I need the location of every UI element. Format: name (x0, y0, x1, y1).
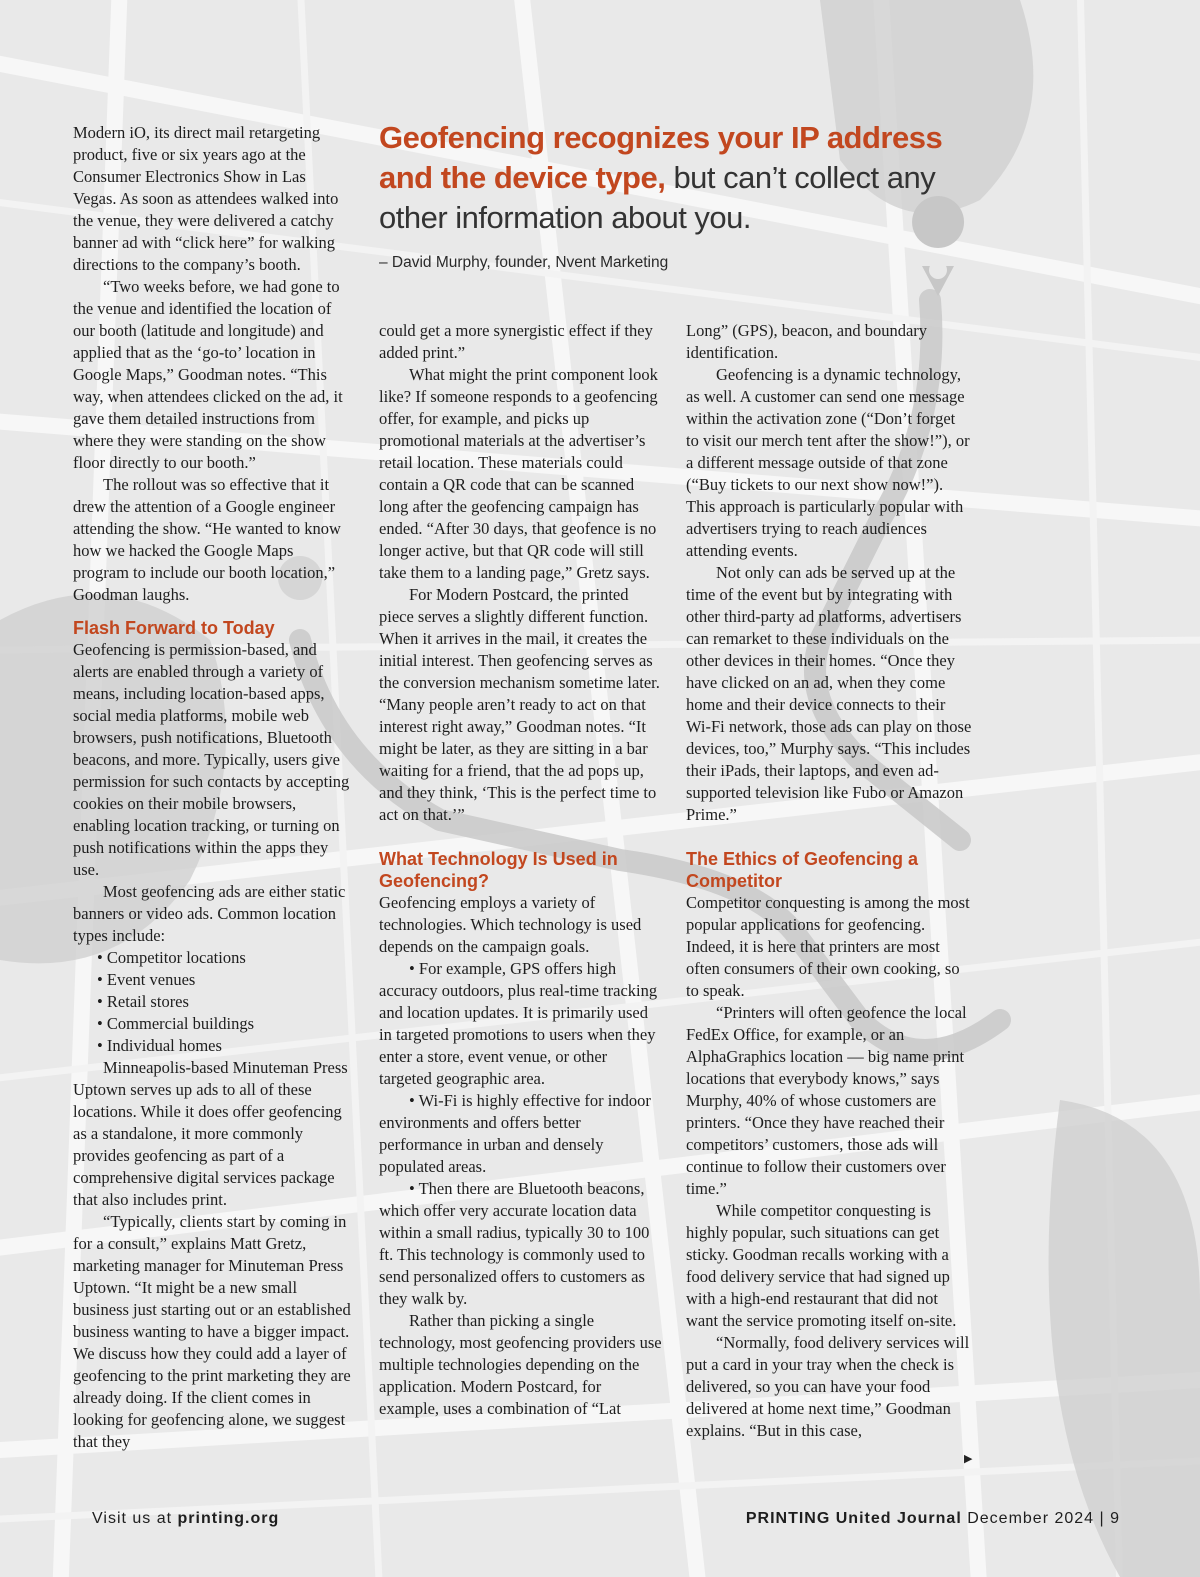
footer-folio (746, 1510, 1120, 1528)
article-column-1 (73, 122, 353, 1453)
paragraph: “Printers will often geofence the local FedEx Office, for example, or an AlphaGraphics location — big name print locations that everybody knows,” says Murphy, 40% of whose customers are printers. “Once they have reached their competitors’ customers, those ads will continue to follow their customers over time.” (686, 1003, 967, 1198)
paragraph: Rather than picking a single technology, most geofencing providers use multiple technologies depending on the application. Modern Postcard, for example, uses a combination of “Lat (379, 1311, 662, 1418)
paragraph: Modern iO, its direct mail retargeting product, five or six years ago at the Consumer Electronics Show in Las Vegas. As soon as attendees walked into the venue, they were delivered a catchy banner ad with “click here” for walking directions to the company’s booth. (73, 123, 339, 274)
footer-site-link[interactable]: printing.org (177, 1510, 280, 1527)
section-heading-ethics: The Ethics of Geofencing a Competitor (686, 849, 919, 891)
pull-quote-highlight: Geofencing recognizes your IP address and the device type, (379, 120, 943, 195)
paragraph: While competitor conquesting is highly popular, such situations can get sticky. Goodman recalls working with a food delivery service that had signed up with a high-end restaurant that did not want the service promoting itself on-site. (686, 1201, 957, 1330)
footer-issue-page: December 2024 | 9 (961, 1510, 1120, 1527)
paragraph: What might the print component look like? If someone responds to a geofencing offer, for example, and picks up promotional materials at the advertiser’s retail location. These materials could contain a QR code that can be scanned long after the geofencing campaign has ended. “After 30 days, that geofence is no longer active, but that QR code will still take them to a landing page,” Gretz says. (379, 365, 658, 582)
footer-website (92, 1510, 279, 1528)
pull-quote-rest: but can’t collect any other information about you. (379, 160, 936, 235)
footer-visit-label: Visit us at (92, 1510, 178, 1527)
list-item: • Competitor locations (97, 947, 353, 969)
list-item: • Commercial buildings (97, 1013, 353, 1035)
article-column-3 (686, 320, 972, 1442)
paragraph: The rollout was so effective that it drew the attention of a Google engineer attending the show. “He wanted to know how we hacked the Google Maps program to include our booth location,” Goodman laughs. (73, 475, 341, 604)
continued-arrow-icon: ▶ (964, 1453, 973, 1465)
paragraph: Geofencing is a dynamic technology, as well. A customer can send one message within the activation zone (“Don’t forget to visit our merch tent after the show!”), or a different message outside of that zone (“Buy tickets to our next show now!”). This approach is particularly popular with advertisers trying to reach audiences attending events. (686, 365, 970, 560)
paragraph: Not only can ads be served up at the time of the event but by integrating with other third-party ad platforms, advertisers can remarket to these individuals on the other devices in their homes. “Once they have clicked on an ad, when they come home and their device connects to their Wi-Fi network, those ads can play on those devices, too,” Murphy says. “This includes their iPads, their laptops, and even ad-supported television like Fubo or Amazon Prime.” (686, 563, 972, 824)
paragraph: Most geofencing ads are either static banners or video ads. Common location types include: (73, 882, 346, 945)
paragraph: “Normally, food delivery services will put a card in your tray when the check is delivered, so you can have your food delivered at home next time,” Goodman explains. “But in this case, (686, 1333, 970, 1440)
paragraph: could get a more synergistic effect if they added print.” (379, 321, 653, 362)
paragraph: For Modern Postcard, the printed piece serves a slightly different function. When it arrives in the mail, it creates the initial interest. Then geofencing serves as the conversion mechanism sometime later. “Many people aren’t ready to act on that interest right away,” Goodman notes. “It might be later, as they are sitting in a bar waiting for a friend, that the ad pops up, and they think, ‘This is the perfect time to act on that.’” (379, 585, 660, 824)
list-item: • Individual homes (97, 1035, 353, 1057)
location-types-list (73, 947, 353, 1057)
pull-quote (379, 118, 979, 238)
section-heading-flash-forward: Flash Forward to Today (73, 618, 275, 638)
list-item: • Event venues (97, 969, 353, 991)
pull-quote-attribution: – David Murphy, founder, Nvent Marketing (379, 254, 669, 271)
paragraph: “Two weeks before, we had gone to the venue and identified the location of our booth (latitude and longitude) and applied that as the ‘go-to’ location in Google Maps,” Goodman notes. “This way, when attendees clicked on the ad, it gave them detailed instructions from where they were standing on the show floor directly to our booth.” (73, 277, 343, 472)
paragraph: Geofencing is permission-based, and alerts are enabled through a variety of means, including location-based apps, social media platforms, mobile web browsers, push notifications, Bluetooth beacons, and more. Typically, users give permission for such contacts by accepting cookies on their mobile browsers, enabling location tracking, or turning on push notifications within the apps they use. (73, 640, 350, 879)
paragraph: • Then there are Bluetooth beacons, which offer very accurate location data within a small radius, typically 30 to 100 ft. This technology is commonly used to send personalized offers to customers as they walk by. (379, 1179, 650, 1308)
paragraph: “Typically, clients start by coming in for a consult,” explains Matt Gretz, marketing manager for Minuteman Press Uptown. “It might be a new small business just starting out or an established business wanting to have a bigger impact. We discuss how they could add a layer of geofencing to the print marketing they are already doing. If the client comes in looking for geofencing alone, we suggest that they (73, 1212, 351, 1451)
paragraph: Competitor conquesting is among the most popular applications for geofencing. Indeed, it is here that printers are most often consumers of their own cooking, so to speak. (686, 893, 970, 1000)
article-column-2 (379, 320, 663, 1420)
paragraph: Long” (GPS), beacon, and boundary identification. (686, 321, 928, 362)
paragraph: Minneapolis-based Minuteman Press Uptown serves up ads to all of these locations. While it does offer geofencing as a standalone, it more commonly provides geofencing as part of a comprehensive digital services package that also includes print. (73, 1058, 348, 1209)
paragraph: Geofencing employs a variety of technologies. Which technology is used depends on the campaign goals. (379, 893, 642, 956)
paragraph: • Wi-Fi is highly effective for indoor environments and offers better performance in urban and densely populated areas. (379, 1091, 651, 1176)
paragraph: • For example, GPS offers high accuracy outdoors, plus real-time tracking and location updates. It is primarily used in targeted promotions to users when they enter a store, event venue, or other targeted geographic area. (379, 959, 658, 1088)
section-heading-technology: What Technology Is Used in Geofencing? (379, 849, 618, 891)
footer-publication: PRINTING United Journal (745, 1510, 962, 1527)
list-item: • Retail stores (97, 991, 353, 1013)
